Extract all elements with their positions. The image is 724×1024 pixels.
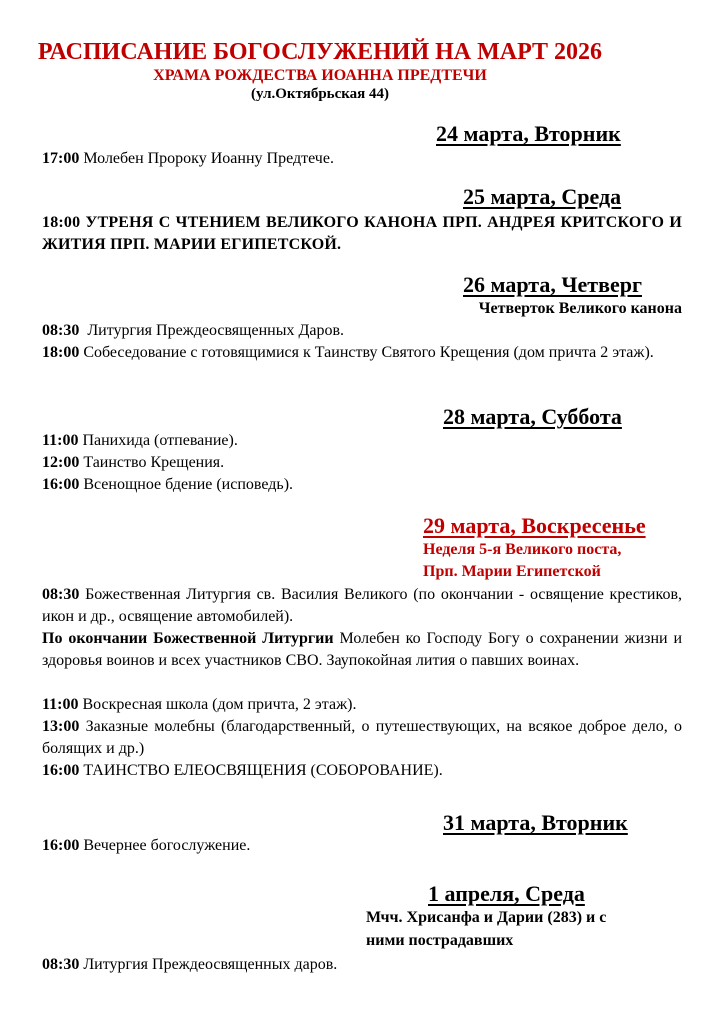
- event-line: [42, 628, 682, 672]
- event-line: [42, 452, 682, 474]
- event-line: [42, 716, 682, 760]
- event-line: [42, 212, 682, 256]
- day-note-line1: Неделя 5-я Великого поста,: [423, 541, 622, 558]
- event-time: 16:00: [42, 476, 80, 493]
- event-text: Литургия Преждеосвященных Даров.: [87, 322, 345, 339]
- event-time: 12:00: [42, 454, 80, 471]
- day-heading-29-mar: 29 марта, Воскресенье: [423, 513, 646, 538]
- day-note-line1: Мчч. Хрисанфа и Дарии (283) и с: [366, 909, 607, 926]
- event-time: 08:30: [42, 956, 80, 973]
- day-heading-25-mar: 25 марта, Среда: [463, 184, 622, 209]
- event-line: [42, 694, 682, 716]
- event-time: 16:00: [42, 837, 80, 854]
- event-line: [42, 320, 682, 342]
- event-text: Молебен ко Господу Богу о сохранении жизни и здоровья воинов и всех участников СВО. Заупокойная лития о павших воинах.: [42, 630, 683, 669]
- event-text: Воскресная школа (дом причта, 2 этаж).: [82, 696, 357, 713]
- event-text: Таинство Крещения.: [83, 454, 225, 471]
- event-time: По окончании Божественной Литургии: [42, 630, 334, 647]
- event-text: Вечернее богослужение.: [83, 837, 251, 854]
- day-note: Четверток Великого канона: [478, 300, 682, 317]
- day-heading-26-mar: 26 марта, Четверг: [463, 272, 642, 297]
- event-time: 11:00: [42, 432, 79, 449]
- event-line: [42, 584, 682, 628]
- event-line: [42, 954, 682, 976]
- event-time: 18:00: [42, 344, 80, 361]
- event-line: [42, 148, 682, 170]
- event-line: [42, 342, 682, 364]
- event-time: 18:00: [42, 214, 81, 231]
- event-line: [42, 474, 682, 496]
- event-line: [42, 430, 682, 452]
- event-time: 17:00: [42, 150, 80, 167]
- event-time: 13:00: [42, 718, 80, 735]
- day-heading-28-mar: 28 марта, Суббота: [443, 404, 622, 429]
- event-text: Молебен Пророку Иоанну Предтече.: [83, 150, 334, 167]
- day-heading-31-mar: 31 марта, Вторник: [443, 810, 628, 835]
- event-line: [42, 760, 682, 782]
- day-note-line2: Прп. Марии Египетской: [423, 563, 601, 580]
- event-text: ТАИНСТВО ЕЛЕОСВЯЩЕНИЯ (СОБОРОВАНИЕ).: [83, 762, 443, 779]
- event-text: Собеседование с готовящимися к Таинству Святого Крещения (дом причта 2 этаж).: [83, 344, 654, 361]
- day-heading-1-apr: 1 апреля, Среда: [428, 881, 585, 906]
- event-time: 16:00: [42, 762, 80, 779]
- event-text: Литургия Преждеосвященных даров.: [83, 956, 338, 973]
- church-name: ХРАМА РОЖДЕСТВА ИОАННА ПРЕДТЕЧИ: [153, 67, 487, 84]
- page-title: РАСПИСАНИЕ БОГОСЛУЖЕНИЙ НА МАРТ 2026: [37, 39, 603, 65]
- event-text: УТРЕНЯ С ЧТЕНИЕМ ВЕЛИКОГО КАНОНА ПРП. АНДРЕЯ КРИТСКОГО И ЖИТИЯ ПРП. МАРИИ ЕГИПЕТСКОЙ.: [42, 214, 683, 253]
- day-heading-24-mar: 24 марта, Вторник: [436, 121, 621, 146]
- day-note-line2: ними пострадавших: [366, 932, 514, 949]
- event-line: [42, 835, 682, 857]
- event-time: 08:30: [42, 322, 80, 339]
- event-text: Заказные молебны (благодарственный, о путешествующих, на всякое доброе дело, о болящих и др.): [42, 718, 682, 757]
- event-text: Всенощное бдение (исповедь).: [83, 476, 294, 493]
- event-time: 11:00: [42, 696, 79, 713]
- event-text: Панихида (отпевание).: [82, 432, 238, 449]
- event-text: Божественная Литургия св. Василия Великого (по окончании - освящение крестиков, икон и др., освящение автомобилей).: [42, 586, 683, 625]
- event-time: 08:30: [42, 586, 80, 603]
- church-address: (ул.Октябрьская 44): [250, 86, 390, 102]
